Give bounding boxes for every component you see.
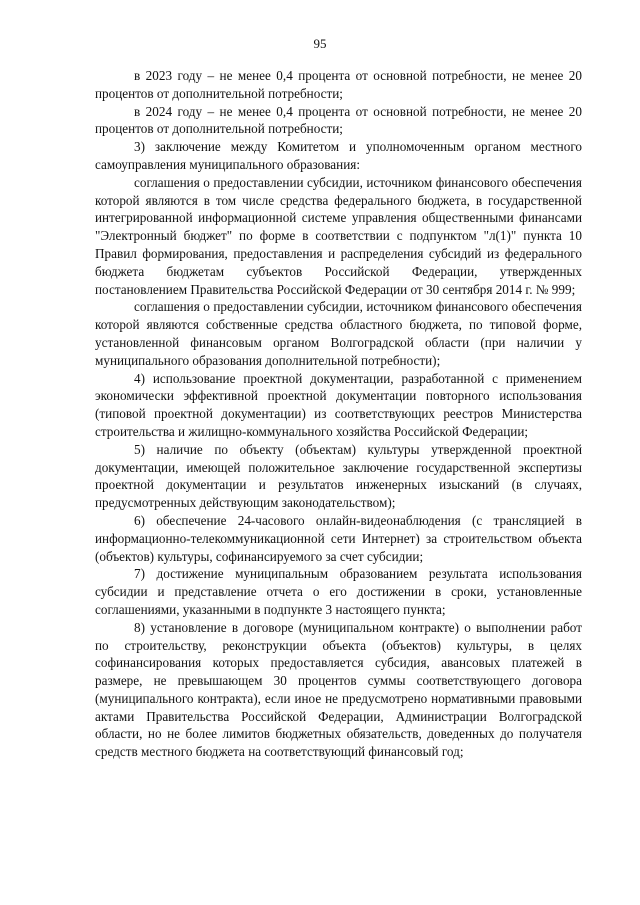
paragraph-federal-agreement: соглашения о предоставлении субсидии, источником финансового обеспечения которой являются в том числе средства федерального бюджета, в государственной интегрированной информационной системе управления общественными финансами "Электронный бюджет" по форме в соответствии с подпунктом "л(1)" пункта 10 Правил формирования, предоставления и распределения субсидий из федерального бюджета бюджетам субъектов Российской Федерации, утвержденных постановлением Правительства Российской Федерации от 30 сентября 2014 г. № 999; xyxy=(95,174,582,297)
paragraph-item-4: 4) использование проектной документации, разработанной с применением экономически эффективной проектной документации повторного использования (типовой проектной документации) из соответствующих реестров Министерства строительства и жилищно-коммунального хозяйства Российской Федерации; xyxy=(95,370,582,439)
paragraph-regional-agreement: соглашения о предоставлении субсидии, источником финансового обеспечения которой являются собственные средства областного бюджета, по типовой форме, установленной финансовым органом Волгоградской области (при наличии у муниципального образования дополнительной потребности); xyxy=(95,299,582,368)
paragraph-2023: в 2023 году – не менее 0,4 процента от основной потребности, не менее 20 процентов от дополнительной потребности; xyxy=(95,68,582,101)
page-number: 95 xyxy=(313,36,327,51)
paragraph-2024: в 2024 году – не менее 0,4 процента от основной потребности, не менее 20 процентов от дополнительной потребности; xyxy=(95,103,582,137)
paragraph-item-8: 8) установление в договоре (муниципальном контракте) о выполнении работ по строительству, реконструкции объекта (объектов) культуры, в целях софинансирования которых предоставляется субсидия, авансовых платежей в размере, не превышающем 30 процентов суммы соответствующего договора (муниципального контракта), если иное не предусмотрено нормативными правовыми актами Правительства Российской Федерации, Администрации Волгоградской области, но не более лимитов бюджетных обязательств, доведенных до получателя средств местного бюджета на соответствующий финансовый год; xyxy=(95,619,582,760)
document-body xyxy=(95,67,582,761)
paragraph-item-5: 5) наличие по объекту (объектам) культуры утвержденной проектной документации, имеющей положительное заключение государственной экспертизы проектной документации и результатов инженерных изысканий (в случаях, предусмотренных действующим законодательством); xyxy=(95,441,582,511)
paragraph-item-3: 3) заключение между Комитетом и уполномоченным органом местного самоуправления муниципального образования: xyxy=(95,139,582,172)
paragraph-item-6: 6) обеспечение 24-часового онлайн-видеонаблюдения (с трансляцией в информационно-телекоммуникационной сети Интернет) за строительством объекта (объектов) культуры, софинансируемого за счет субсидии; xyxy=(95,512,582,564)
paragraph-item-7: 7) достижение муниципальным образованием результата использования субсидии и представление отчета о его достижении в сроки, установленные соглашениями, указанными в подпункте 3 настоящего пункта; xyxy=(95,566,582,617)
